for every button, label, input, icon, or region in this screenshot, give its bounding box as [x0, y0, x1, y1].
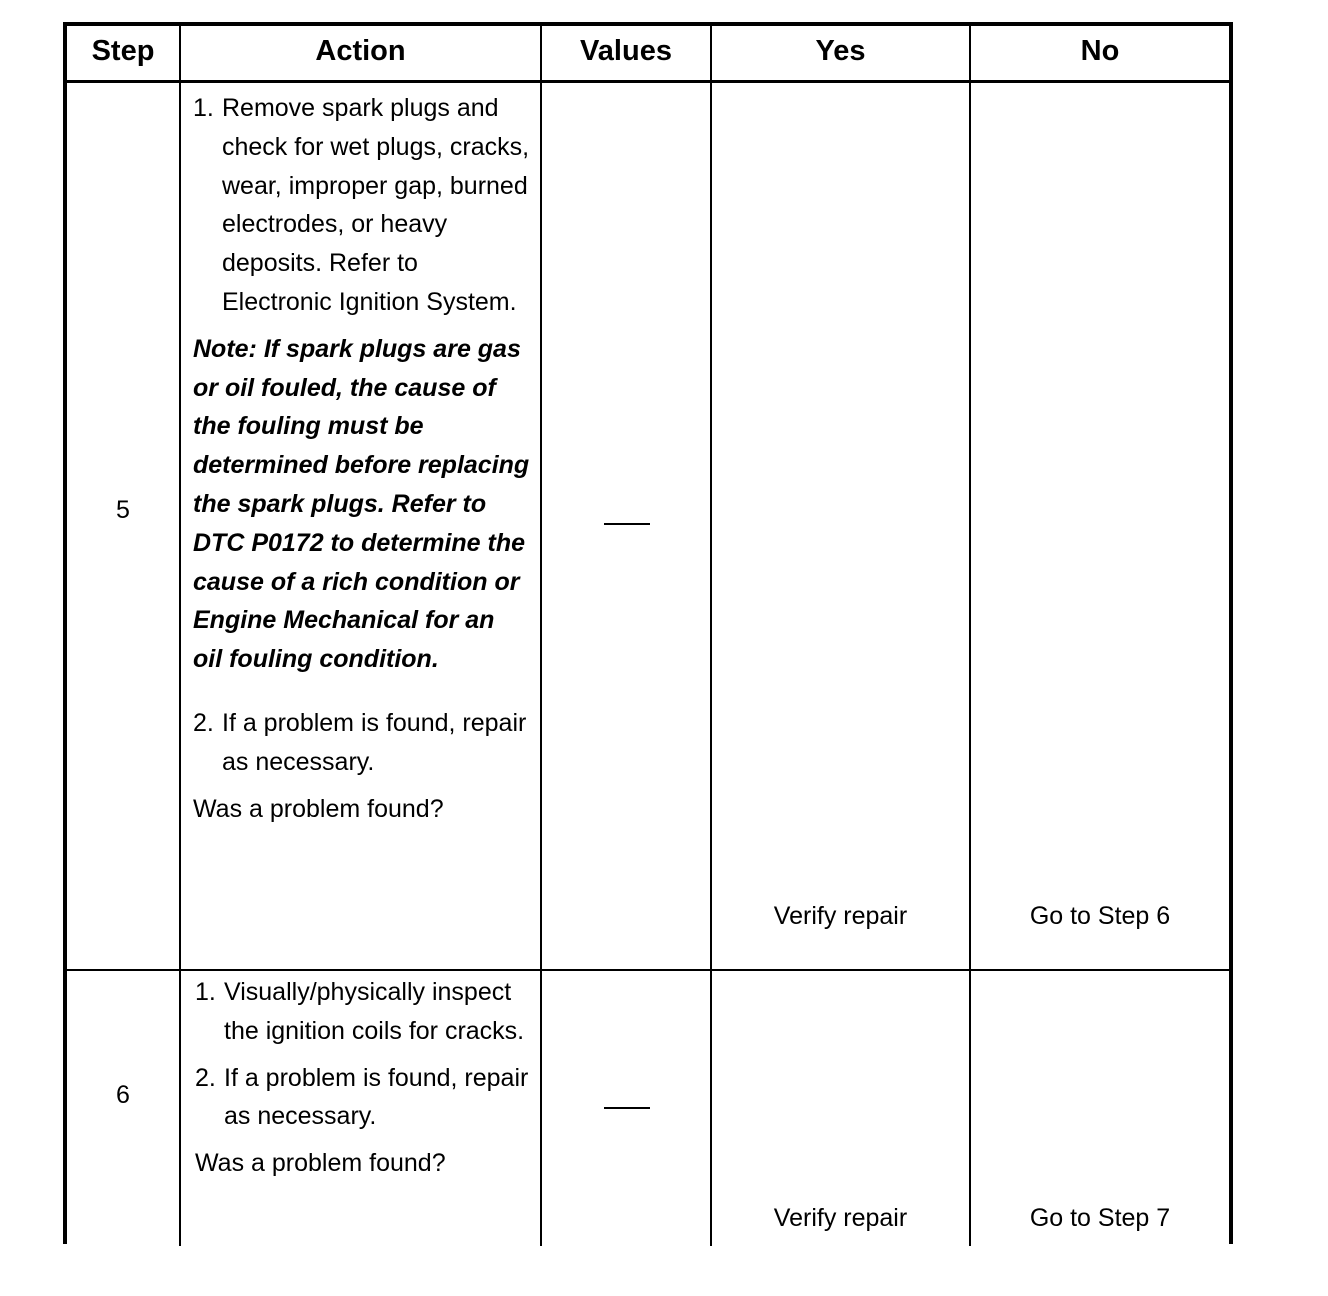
- yes-result: Verify repair: [773, 902, 908, 930]
- table-header-row: [67, 26, 1229, 83]
- header-step: Step: [91, 34, 155, 67]
- action-step-1: Visually/physically inspect the ignition coils for cracks.: [224, 978, 525, 1045]
- action-step-1: Remove spark plugs and check for wet plugs, cracks, wear, improper gap, burned electrodes, or heavy deposits. Refer to Electronic Ignition System.: [222, 94, 530, 316]
- action-content: [195, 973, 530, 1183]
- diagnostic-table: [63, 22, 1233, 1244]
- list-item: 2. If a problem is found, repair as necessary.: [195, 1059, 530, 1137]
- table-row: [67, 971, 1229, 1246]
- step-cell: [67, 83, 181, 969]
- question-text: Was a problem found?: [193, 794, 444, 823]
- header-values: Values: [580, 34, 672, 67]
- values-cell: [542, 83, 712, 969]
- table-row: [67, 83, 1229, 971]
- no-result: Go to Step 7: [1029, 1204, 1171, 1232]
- values-cell: [542, 971, 712, 1246]
- action-cell: [181, 83, 542, 969]
- yes-cell: [712, 971, 971, 1246]
- yes-cell: [712, 83, 971, 969]
- action-step-2: If a problem is found, repair as necessary.: [224, 1063, 529, 1131]
- question-text: Was a problem found?: [195, 1149, 446, 1178]
- action-cell: [181, 971, 542, 1246]
- header-yes: Yes: [815, 34, 866, 67]
- list-item: 1. Remove spark plugs and check for wet plugs, cracks, wear, improper gap, burned electrodes, or heavy deposits. Refer to Electronic Ignition System.: [193, 89, 530, 322]
- header-action: Action: [315, 34, 406, 67]
- empty-value-dash: [604, 523, 650, 525]
- step-number: 5: [116, 496, 130, 524]
- empty-value-dash: [604, 1107, 650, 1109]
- list-item: 1. Visually/physically inspect the ignition coils for cracks.: [195, 973, 530, 1051]
- no-cell: [971, 83, 1229, 969]
- list-item: 2. If a problem is found, repair as necessary.: [193, 704, 530, 782]
- no-result: Go to Step 6: [1029, 902, 1171, 930]
- action-step-2: If a problem is found, repair as necessary.: [222, 708, 527, 776]
- no-cell: [971, 971, 1229, 1246]
- action-content: [193, 89, 530, 828]
- header-no: No: [1080, 34, 1120, 67]
- yes-result: Verify repair: [773, 1204, 908, 1232]
- step-cell: [67, 971, 181, 1246]
- step-number: 6: [116, 1081, 130, 1109]
- note-text: Note: If spark plugs are gas or oil fouled, the cause of the fouling must be determined before replacing the spark plugs. Refer to DTC P0172 to determine the cause of a rich condition or Engine Mechanical for an oil fouling condition.: [193, 334, 530, 674]
